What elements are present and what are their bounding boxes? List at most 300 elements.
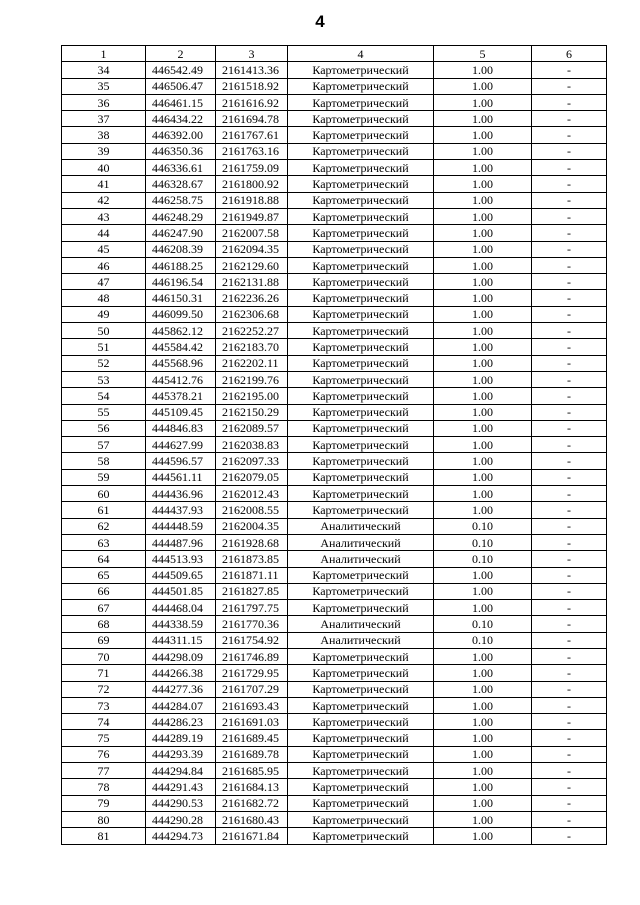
note-cell: - [532,730,607,746]
note-cell: - [532,567,607,583]
x-coordinate-cell: 444487.96 [146,534,216,550]
point-number-cell: 63 [62,534,146,550]
point-number-cell: 46 [62,257,146,273]
x-coordinate-cell: 444311.15 [146,632,216,648]
note-cell: - [532,795,607,811]
accuracy-cell: 1.00 [434,323,532,339]
y-coordinate-cell: 2162195.00 [216,388,288,404]
y-coordinate-cell: 2162236.26 [216,290,288,306]
point-number-cell: 70 [62,648,146,664]
point-number-cell: 72 [62,681,146,697]
method-cell: Картометрический [288,62,434,78]
x-coordinate-cell: 445109.45 [146,404,216,420]
table-row [62,648,607,664]
y-coordinate-cell: 2162094.35 [216,241,288,257]
method-cell: Картометрический [288,388,434,404]
method-cell: Картометрический [288,94,434,110]
y-coordinate-cell: 2162007.58 [216,225,288,241]
note-cell: - [532,160,607,176]
table-row [62,811,607,827]
accuracy-cell: 1.00 [434,437,532,453]
table-row [62,763,607,779]
x-coordinate-cell: 444291.43 [146,779,216,795]
method-cell: Аналитический [288,632,434,648]
header-cell-6: 6 [532,46,607,62]
accuracy-cell: 1.00 [434,176,532,192]
accuracy-cell: 1.00 [434,111,532,127]
y-coordinate-cell: 2161827.85 [216,583,288,599]
point-number-cell: 66 [62,583,146,599]
table-row [62,192,607,208]
y-coordinate-cell: 2161518.92 [216,78,288,94]
y-coordinate-cell: 2162199.76 [216,371,288,387]
header-cell-1: 1 [62,46,146,62]
note-cell: - [532,290,607,306]
note-cell: - [532,811,607,827]
point-number-cell: 78 [62,779,146,795]
table-row [62,208,607,224]
table-row [62,828,607,844]
point-number-cell: 51 [62,339,146,355]
point-number-cell: 62 [62,518,146,534]
x-coordinate-cell: 446188.25 [146,257,216,273]
x-coordinate-cell: 445584.42 [146,339,216,355]
y-coordinate-cell: 2162004.35 [216,518,288,534]
point-number-cell: 59 [62,469,146,485]
table-row [62,714,607,730]
accuracy-cell: 1.00 [434,648,532,664]
accuracy-cell: 1.00 [434,192,532,208]
x-coordinate-cell: 444286.23 [146,714,216,730]
accuracy-cell: 1.00 [434,143,532,159]
point-number-cell: 36 [62,94,146,110]
point-number-cell: 42 [62,192,146,208]
point-number-cell: 81 [62,828,146,844]
note-cell: - [532,274,607,290]
method-cell: Картометрический [288,469,434,485]
point-number-cell: 79 [62,795,146,811]
accuracy-cell: 1.00 [434,160,532,176]
method-cell: Картометрический [288,257,434,273]
x-coordinate-cell: 446099.50 [146,306,216,322]
y-coordinate-cell: 2161949.87 [216,208,288,224]
accuracy-cell: 1.00 [434,795,532,811]
x-coordinate-cell: 444294.73 [146,828,216,844]
accuracy-cell: 1.00 [434,94,532,110]
point-number-cell: 76 [62,746,146,762]
x-coordinate-cell: 444448.59 [146,518,216,534]
method-cell: Картометрический [288,453,434,469]
accuracy-cell: 1.00 [434,746,532,762]
method-cell: Картометрический [288,600,434,616]
table-row [62,453,607,469]
x-coordinate-cell: 446461.15 [146,94,216,110]
table-row [62,437,607,453]
method-cell: Картометрический [288,420,434,436]
y-coordinate-cell: 2161707.29 [216,681,288,697]
note-cell: - [532,616,607,632]
method-cell: Картометрический [288,306,434,322]
y-coordinate-cell: 2161873.85 [216,551,288,567]
table-row [62,551,607,567]
accuracy-cell: 1.00 [434,681,532,697]
table-row [62,518,607,534]
table-row [62,469,607,485]
x-coordinate-cell: 444436.96 [146,486,216,502]
y-coordinate-cell: 2161691.03 [216,714,288,730]
y-coordinate-cell: 2161729.95 [216,665,288,681]
note-cell: - [532,600,607,616]
method-cell: Картометрический [288,714,434,730]
accuracy-cell: 1.00 [434,420,532,436]
note-cell: - [532,534,607,550]
table-row [62,681,607,697]
y-coordinate-cell: 2162252.27 [216,323,288,339]
method-cell: Картометрический [288,160,434,176]
table-row [62,697,607,713]
y-coordinate-cell: 2162129.60 [216,257,288,273]
point-number-cell: 40 [62,160,146,176]
accuracy-cell: 1.00 [434,208,532,224]
point-number-cell: 56 [62,420,146,436]
note-cell: - [532,355,607,371]
note-cell: - [532,339,607,355]
point-number-cell: 48 [62,290,146,306]
note-cell: - [532,62,607,78]
method-cell: Картометрический [288,502,434,518]
accuracy-cell: 1.00 [434,453,532,469]
accuracy-cell: 1.00 [434,600,532,616]
note-cell: - [532,714,607,730]
y-coordinate-cell: 2162097.33 [216,453,288,469]
accuracy-cell: 0.10 [434,518,532,534]
note-cell: - [532,648,607,664]
table-row [62,257,607,273]
note-cell: - [532,763,607,779]
y-coordinate-cell: 2162012.43 [216,486,288,502]
accuracy-cell: 1.00 [434,828,532,844]
x-coordinate-cell: 446248.29 [146,208,216,224]
note-cell: - [532,306,607,322]
y-coordinate-cell: 2161928.68 [216,534,288,550]
x-coordinate-cell: 445412.76 [146,371,216,387]
table-row [62,339,607,355]
accuracy-cell: 1.00 [434,290,532,306]
point-number-cell: 69 [62,632,146,648]
x-coordinate-cell: 445378.21 [146,388,216,404]
y-coordinate-cell: 2161616.92 [216,94,288,110]
method-cell: Картометрический [288,665,434,681]
y-coordinate-cell: 2162008.55 [216,502,288,518]
method-cell: Картометрический [288,127,434,143]
method-cell: Картометрический [288,192,434,208]
note-cell: - [532,225,607,241]
table-row [62,306,607,322]
y-coordinate-cell: 2161693.43 [216,697,288,713]
method-cell: Картометрический [288,78,434,94]
y-coordinate-cell: 2161800.92 [216,176,288,192]
y-coordinate-cell: 2162079.05 [216,469,288,485]
point-number-cell: 37 [62,111,146,127]
x-coordinate-cell: 446392.00 [146,127,216,143]
point-number-cell: 77 [62,763,146,779]
table-row [62,795,607,811]
accuracy-cell: 0.10 [434,551,532,567]
note-cell: - [532,241,607,257]
x-coordinate-cell: 444627.99 [146,437,216,453]
point-number-cell: 58 [62,453,146,469]
note-cell: - [532,502,607,518]
x-coordinate-cell: 444846.83 [146,420,216,436]
x-coordinate-cell: 446208.39 [146,241,216,257]
note-cell: - [532,681,607,697]
x-coordinate-cell: 446336.61 [146,160,216,176]
table-row [62,323,607,339]
note-cell: - [532,420,607,436]
y-coordinate-cell: 2161689.45 [216,730,288,746]
y-coordinate-cell: 2161689.78 [216,746,288,762]
header-cell-2: 2 [146,46,216,62]
method-cell: Картометрический [288,486,434,502]
note-cell: - [532,665,607,681]
table-row [62,62,607,78]
point-number-cell: 44 [62,225,146,241]
note-cell: - [532,323,607,339]
note-cell: - [532,551,607,567]
point-number-cell: 53 [62,371,146,387]
method-cell: Картометрический [288,697,434,713]
table-row [62,160,607,176]
table-row [62,143,607,159]
x-coordinate-cell: 445862.12 [146,323,216,339]
method-cell: Картометрический [288,681,434,697]
accuracy-cell: 1.00 [434,355,532,371]
header-cell-3: 3 [216,46,288,62]
y-coordinate-cell: 2162183.70 [216,339,288,355]
point-number-cell: 34 [62,62,146,78]
accuracy-cell: 1.00 [434,274,532,290]
coordinates-table [61,45,607,845]
table-header-row [62,46,607,62]
note-cell: - [532,453,607,469]
accuracy-cell: 1.00 [434,779,532,795]
point-number-cell: 50 [62,323,146,339]
y-coordinate-cell: 2161680.43 [216,811,288,827]
y-coordinate-cell: 2161918.88 [216,192,288,208]
note-cell: - [532,176,607,192]
point-number-cell: 61 [62,502,146,518]
method-cell: Картометрический [288,763,434,779]
table-row [62,241,607,257]
point-number-cell: 39 [62,143,146,159]
accuracy-cell: 1.00 [434,811,532,827]
y-coordinate-cell: 2161763.16 [216,143,288,159]
accuracy-cell: 1.00 [434,62,532,78]
table-row [62,534,607,550]
accuracy-cell: 1.00 [434,665,532,681]
note-cell: - [532,437,607,453]
accuracy-cell: 1.00 [434,225,532,241]
note-cell: - [532,697,607,713]
x-coordinate-cell: 446350.36 [146,143,216,159]
note-cell: - [532,127,607,143]
header-cell-4: 4 [288,46,434,62]
note-cell: - [532,486,607,502]
x-coordinate-cell: 446542.49 [146,62,216,78]
y-coordinate-cell: 2161684.13 [216,779,288,795]
x-coordinate-cell: 446258.75 [146,192,216,208]
y-coordinate-cell: 2162306.68 [216,306,288,322]
note-cell: - [532,192,607,208]
header-cell-5: 5 [434,46,532,62]
x-coordinate-cell: 446434.22 [146,111,216,127]
x-coordinate-cell: 444437.93 [146,502,216,518]
accuracy-cell: 1.00 [434,306,532,322]
table-row [62,176,607,192]
method-cell: Картометрический [288,828,434,844]
x-coordinate-cell: 444293.39 [146,746,216,762]
y-coordinate-cell: 2161767.61 [216,127,288,143]
x-coordinate-cell: 444513.93 [146,551,216,567]
point-number-cell: 68 [62,616,146,632]
table-row [62,404,607,420]
accuracy-cell: 0.10 [434,632,532,648]
method-cell: Картометрический [288,371,434,387]
y-coordinate-cell: 2162089.57 [216,420,288,436]
table-row [62,355,607,371]
table-row [62,225,607,241]
point-number-cell: 41 [62,176,146,192]
point-number-cell: 55 [62,404,146,420]
note-cell: - [532,404,607,420]
x-coordinate-cell: 446328.67 [146,176,216,192]
x-coordinate-cell: 444338.59 [146,616,216,632]
table-row [62,665,607,681]
method-cell: Картометрический [288,225,434,241]
x-coordinate-cell: 444294.84 [146,763,216,779]
point-number-cell: 75 [62,730,146,746]
x-coordinate-cell: 446506.47 [146,78,216,94]
table-row [62,502,607,518]
point-number-cell: 54 [62,388,146,404]
method-cell: Аналитический [288,616,434,632]
method-cell: Аналитический [288,534,434,550]
table-row [62,779,607,795]
method-cell: Картометрический [288,567,434,583]
method-cell: Картометрический [288,111,434,127]
accuracy-cell: 1.00 [434,583,532,599]
table-row [62,616,607,632]
y-coordinate-cell: 2161671.84 [216,828,288,844]
accuracy-cell: 1.00 [434,763,532,779]
point-number-cell: 49 [62,306,146,322]
table-row [62,274,607,290]
point-number-cell: 67 [62,600,146,616]
table-row [62,746,607,762]
method-cell: Картометрический [288,274,434,290]
x-coordinate-cell: 444468.04 [146,600,216,616]
point-number-cell: 65 [62,567,146,583]
method-cell: Картометрический [288,143,434,159]
table-row [62,290,607,306]
method-cell: Картометрический [288,208,434,224]
y-coordinate-cell: 2161682.72 [216,795,288,811]
x-coordinate-cell: 444289.19 [146,730,216,746]
method-cell: Аналитический [288,518,434,534]
note-cell: - [532,111,607,127]
point-number-cell: 73 [62,697,146,713]
note-cell: - [532,388,607,404]
x-coordinate-cell: 444596.57 [146,453,216,469]
table-row [62,111,607,127]
table-row [62,486,607,502]
method-cell: Картометрический [288,811,434,827]
accuracy-cell: 0.10 [434,534,532,550]
method-cell: Картометрический [288,746,434,762]
note-cell: - [532,257,607,273]
page-number: 4 [315,12,325,31]
accuracy-cell: 1.00 [434,257,532,273]
table-row [62,730,607,746]
note-cell: - [532,828,607,844]
y-coordinate-cell: 2162150.29 [216,404,288,420]
x-coordinate-cell: 444509.65 [146,567,216,583]
point-number-cell: 64 [62,551,146,567]
x-coordinate-cell: 444298.09 [146,648,216,664]
table-row [62,420,607,436]
x-coordinate-cell: 445568.96 [146,355,216,371]
table-row [62,600,607,616]
accuracy-cell: 1.00 [434,404,532,420]
method-cell: Картометрический [288,648,434,664]
x-coordinate-cell: 444290.53 [146,795,216,811]
note-cell: - [532,78,607,94]
table-row [62,388,607,404]
point-number-cell: 45 [62,241,146,257]
point-number-cell: 43 [62,208,146,224]
table-row [62,632,607,648]
accuracy-cell: 1.00 [434,486,532,502]
y-coordinate-cell: 2161797.75 [216,600,288,616]
note-cell: - [532,518,607,534]
note-cell: - [532,208,607,224]
note-cell: - [532,371,607,387]
table-body [62,46,607,845]
note-cell: - [532,779,607,795]
y-coordinate-cell: 2162131.88 [216,274,288,290]
accuracy-cell: 1.00 [434,567,532,583]
x-coordinate-cell: 444561.11 [146,469,216,485]
note-cell: - [532,469,607,485]
x-coordinate-cell: 444277.36 [146,681,216,697]
accuracy-cell: 1.00 [434,697,532,713]
x-coordinate-cell: 446196.54 [146,274,216,290]
point-number-cell: 47 [62,274,146,290]
accuracy-cell: 1.00 [434,388,532,404]
x-coordinate-cell: 444266.38 [146,665,216,681]
point-number-cell: 80 [62,811,146,827]
method-cell: Картометрический [288,176,434,192]
accuracy-cell: 1.00 [434,241,532,257]
method-cell: Картометрический [288,795,434,811]
x-coordinate-cell: 446150.31 [146,290,216,306]
y-coordinate-cell: 2161694.78 [216,111,288,127]
y-coordinate-cell: 2161754.92 [216,632,288,648]
method-cell: Картометрический [288,437,434,453]
x-coordinate-cell: 444284.07 [146,697,216,713]
accuracy-cell: 1.00 [434,730,532,746]
point-number-cell: 60 [62,486,146,502]
